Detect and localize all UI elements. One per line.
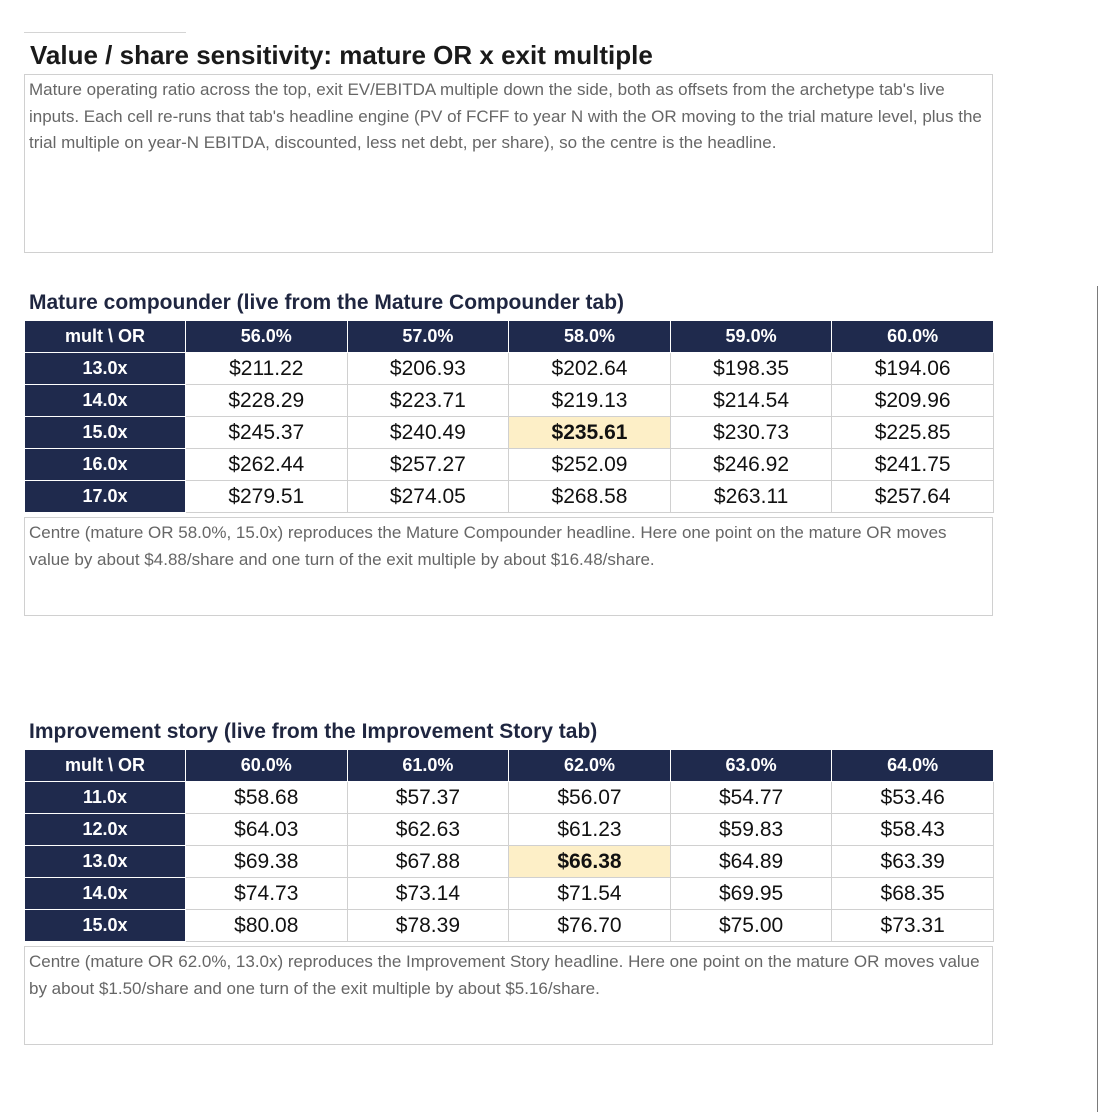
value-cell[interactable]: $257.27 (347, 449, 509, 481)
corner-header: mult \ OR (25, 750, 186, 782)
intro-note: Mature operating ratio across the top, exit EV/EBITDA multiple down the side, both as offsets from the archetype tab's live inputs. Each cell re-runs that tab's headline engine (PV of FCFF to year N with the OR moving to the trial mature level, plus the trial multiple on year-N EBITDA, discounted, less net debt, per share), so the centre is the headline. (24, 74, 993, 253)
value-cell[interactable]: $61.23 (509, 814, 671, 846)
mature-compounder-table (24, 320, 994, 513)
improvement-story-note: Centre (mature OR 62.0%, 13.0x) reproduces the Improvement Story headline. Here one point on the mature OR moves value by about $1.50/share and one turn of the exit multiple by about $5.16/share. (24, 946, 993, 1045)
value-cell[interactable]: $214.54 (670, 385, 832, 417)
value-cell[interactable]: $225.85 (832, 417, 994, 449)
value-cell[interactable]: $63.39 (832, 846, 994, 878)
value-cell[interactable]: $73.31 (832, 910, 994, 942)
table-row (25, 878, 994, 910)
table-row (25, 481, 994, 513)
value-cell[interactable]: $262.44 (186, 449, 348, 481)
table-row (25, 449, 994, 481)
value-cell[interactable]: $58.68 (186, 782, 348, 814)
table-row (25, 910, 994, 942)
table-row (25, 846, 994, 878)
value-cell[interactable]: $268.58 (509, 481, 671, 513)
corner-header: mult \ OR (25, 321, 186, 353)
row-header-multiple: 11.0x (25, 782, 186, 814)
value-cell[interactable]: $68.35 (832, 878, 994, 910)
table-row (25, 782, 994, 814)
value-cell[interactable]: $246.92 (670, 449, 832, 481)
value-cell[interactable]: $223.71 (347, 385, 509, 417)
row-header-multiple: 12.0x (25, 814, 186, 846)
sheet-top-edge (24, 32, 186, 33)
value-cell[interactable]: $76.70 (509, 910, 671, 942)
value-cell[interactable]: $198.35 (670, 353, 832, 385)
value-cell[interactable]: $73.14 (347, 878, 509, 910)
value-cell[interactable]: $53.46 (832, 782, 994, 814)
value-cell[interactable]: $64.89 (670, 846, 832, 878)
value-cell[interactable]: $62.63 (347, 814, 509, 846)
page-title: Value / share sensitivity: mature OR x exit multiple (30, 40, 653, 70)
value-cell[interactable]: $257.64 (832, 481, 994, 513)
value-cell[interactable]: $240.49 (347, 417, 509, 449)
header-row (25, 750, 994, 782)
value-cell[interactable]: $71.54 (509, 878, 671, 910)
column-header-or: 56.0% (186, 321, 348, 353)
value-cell[interactable]: $67.88 (347, 846, 509, 878)
value-cell[interactable]: $252.09 (509, 449, 671, 481)
value-cell[interactable]: $75.00 (670, 910, 832, 942)
value-cell[interactable]: $58.43 (832, 814, 994, 846)
column-header-or: 62.0% (509, 750, 671, 782)
value-cell[interactable]: $211.22 (186, 353, 348, 385)
value-cell[interactable]: $279.51 (186, 481, 348, 513)
value-cell[interactable]: $80.08 (186, 910, 348, 942)
column-header-or: 58.0% (509, 321, 671, 353)
column-header-or: 59.0% (670, 321, 832, 353)
highlighted-centre-cell[interactable]: $66.38 (509, 846, 671, 878)
value-cell[interactable]: $59.83 (670, 814, 832, 846)
row-header-multiple: 17.0x (25, 481, 186, 513)
row-header-multiple: 16.0x (25, 449, 186, 481)
table-row (25, 814, 994, 846)
value-cell[interactable]: $206.93 (347, 353, 509, 385)
column-header-or: 60.0% (832, 321, 994, 353)
value-cell[interactable]: $57.37 (347, 782, 509, 814)
column-header-or: 63.0% (670, 750, 832, 782)
value-cell[interactable]: $54.77 (670, 782, 832, 814)
value-cell[interactable]: $69.38 (186, 846, 348, 878)
value-cell[interactable]: $230.73 (670, 417, 832, 449)
column-header-or: 57.0% (347, 321, 509, 353)
table-row (25, 385, 994, 417)
value-cell[interactable]: $263.11 (670, 481, 832, 513)
improvement-story-title: Improvement story (live from the Improvement Story tab) (29, 720, 598, 743)
table-row (25, 353, 994, 385)
value-cell[interactable]: $74.73 (186, 878, 348, 910)
header-row (25, 321, 994, 353)
value-cell[interactable]: $78.39 (347, 910, 509, 942)
value-cell[interactable]: $274.05 (347, 481, 509, 513)
sheet-right-edge (1097, 286, 1098, 1112)
row-header-multiple: 15.0x (25, 910, 186, 942)
value-cell[interactable]: $219.13 (509, 385, 671, 417)
value-cell[interactable]: $245.37 (186, 417, 348, 449)
improvement-story-table (24, 749, 994, 942)
value-cell[interactable]: $64.03 (186, 814, 348, 846)
row-header-multiple: 13.0x (25, 353, 186, 385)
mature-compounder-title: Mature compounder (live from the Mature Compounder tab) (29, 291, 625, 314)
row-header-multiple: 14.0x (25, 878, 186, 910)
column-header-or: 64.0% (832, 750, 994, 782)
value-cell[interactable]: $202.64 (509, 353, 671, 385)
row-header-multiple: 15.0x (25, 417, 186, 449)
table-row (25, 417, 994, 449)
column-header-or: 61.0% (347, 750, 509, 782)
value-cell[interactable]: $241.75 (832, 449, 994, 481)
value-cell[interactable]: $69.95 (670, 878, 832, 910)
highlighted-centre-cell[interactable]: $235.61 (509, 417, 671, 449)
row-header-multiple: 14.0x (25, 385, 186, 417)
value-cell[interactable]: $194.06 (832, 353, 994, 385)
row-header-multiple: 13.0x (25, 846, 186, 878)
column-header-or: 60.0% (186, 750, 348, 782)
value-cell[interactable]: $228.29 (186, 385, 348, 417)
value-cell[interactable]: $209.96 (832, 385, 994, 417)
mature-compounder-note: Centre (mature OR 58.0%, 15.0x) reproduces the Mature Compounder headline. Here one point on the mature OR moves value by about $4.88/share and one turn of the exit multiple by about $16.48/share. (24, 517, 993, 616)
value-cell[interactable]: $56.07 (509, 782, 671, 814)
